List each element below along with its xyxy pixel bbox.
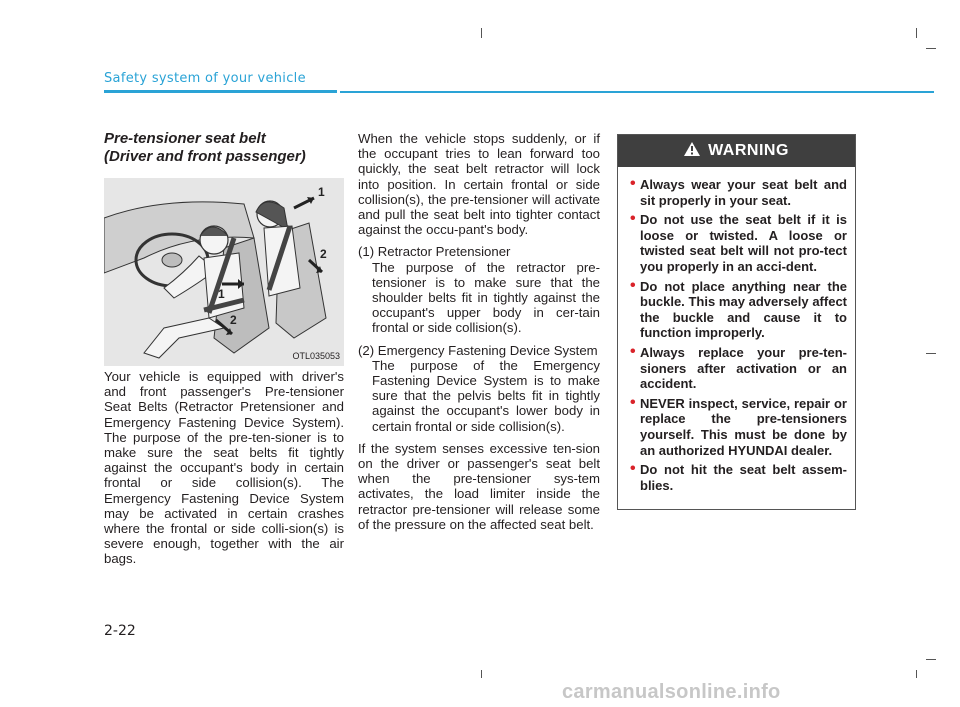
warning-title: WARNING	[708, 142, 789, 159]
warning-item: • Always replace your pre-ten-sioners after activation or an accident.	[630, 342, 847, 392]
warning-list	[618, 167, 855, 493]
bullet-icon: •	[630, 276, 636, 294]
section-title-underline	[104, 90, 337, 93]
crop-mark	[916, 670, 917, 678]
warning-item: • Do not hit the seat belt assem-blies.	[630, 460, 847, 493]
page-number: 2-22	[104, 623, 136, 639]
figure-label: 1	[318, 185, 325, 199]
left-paragraph: Your vehicle is equipped with driver's and front passenger's Pre-tensioner Seat Belts (Retractor Pretensioner and Emergency Fastening Device System). The purpose of the pre-ten-sioner is to make sure the seat belts fit tightly against the occupant's body in certain frontal or side collision(s). The Emergency Fastening Device System may be activated in certain crashes where the frontal or side colli-sion(s) is severe enough, together with the air bags.	[104, 369, 344, 567]
item-2-title: (2) Emergency Fastening Device System	[358, 342, 598, 358]
crop-mark	[481, 670, 482, 678]
crop-mark	[916, 28, 917, 38]
bullet-icon: •	[630, 210, 636, 228]
intro-paragraph: When the vehicle stops suddenly, or if the occupant tries to lean forward too quickly, the seat belt retractor will lock into position. In certain frontal or side collision(s), the pre-tensioner will activate and pull the seat belt into tighter contact against the occu-pant's body.	[358, 131, 600, 238]
item-2-text: The purpose of the Emergency Fastening Device System is to make sure that the pelvis belts fit in tightly against the occupant's lower body in certain frontal or side collision(s).	[372, 357, 600, 434]
crop-mark	[926, 659, 936, 660]
header-rule	[340, 91, 934, 93]
heading-line-1: Pre-tensioner seat belt	[104, 130, 266, 147]
warning-item: • Do not use the seat belt if it is loose or twisted. A loose or twisted seat belt will not pro-tect you properly in an acci-dent.	[630, 210, 847, 274]
item-1-title: (1) Retractor Pretensioner	[358, 244, 511, 260]
figure-label: 2	[320, 247, 327, 261]
heading-line-2: (Driver and front passenger)	[104, 148, 306, 165]
crop-mark	[926, 353, 936, 354]
closing-paragraph: If the system senses excessive ten-sion on the driver or passenger's seat belt when the pre-tensioner sys-tem activates, the load limiter inside the retractor pre-tensioner will release some of the pressure on the affected seat belt.	[358, 440, 600, 532]
warning-item: • Always wear your seat belt and sit properly in your seat.	[630, 175, 847, 208]
watermark: carmanualsonline.info	[562, 681, 781, 703]
warning-item: • Do not place anything near the buckle. This may adversely affect the buckle and cause it to function improperly.	[630, 276, 847, 341]
pretensioner-illustration	[104, 178, 344, 366]
bullet-icon: •	[630, 393, 636, 411]
section-heading	[104, 130, 344, 166]
vehicle-interior-drawing	[104, 178, 344, 366]
middle-column	[358, 131, 600, 539]
section-title: Safety system of your vehicle	[104, 71, 306, 86]
figure-label: 2	[230, 313, 237, 327]
figure-code: OTL035053	[292, 351, 340, 361]
warning-box	[617, 134, 856, 510]
warning-item: • NEVER inspect, service, repair or replace the pre-tensioners yourself. This must be done by an authorized HYUNDAI dealer.	[630, 393, 847, 458]
bullet-icon: •	[630, 342, 636, 360]
figure-label: 1	[218, 287, 225, 301]
bullet-icon: •	[630, 460, 636, 478]
crop-mark	[926, 48, 936, 49]
item-1-text: The purpose of the retractor pre-tensioner is to make sure that the shoulder belts fit in tightly against the occupant's upper body in cer-tain frontal or side collision(s).	[372, 259, 600, 336]
warning-header	[618, 135, 855, 167]
bullet-icon: •	[630, 175, 636, 192]
crop-mark	[481, 28, 482, 38]
warning-triangle-icon	[684, 142, 700, 161]
